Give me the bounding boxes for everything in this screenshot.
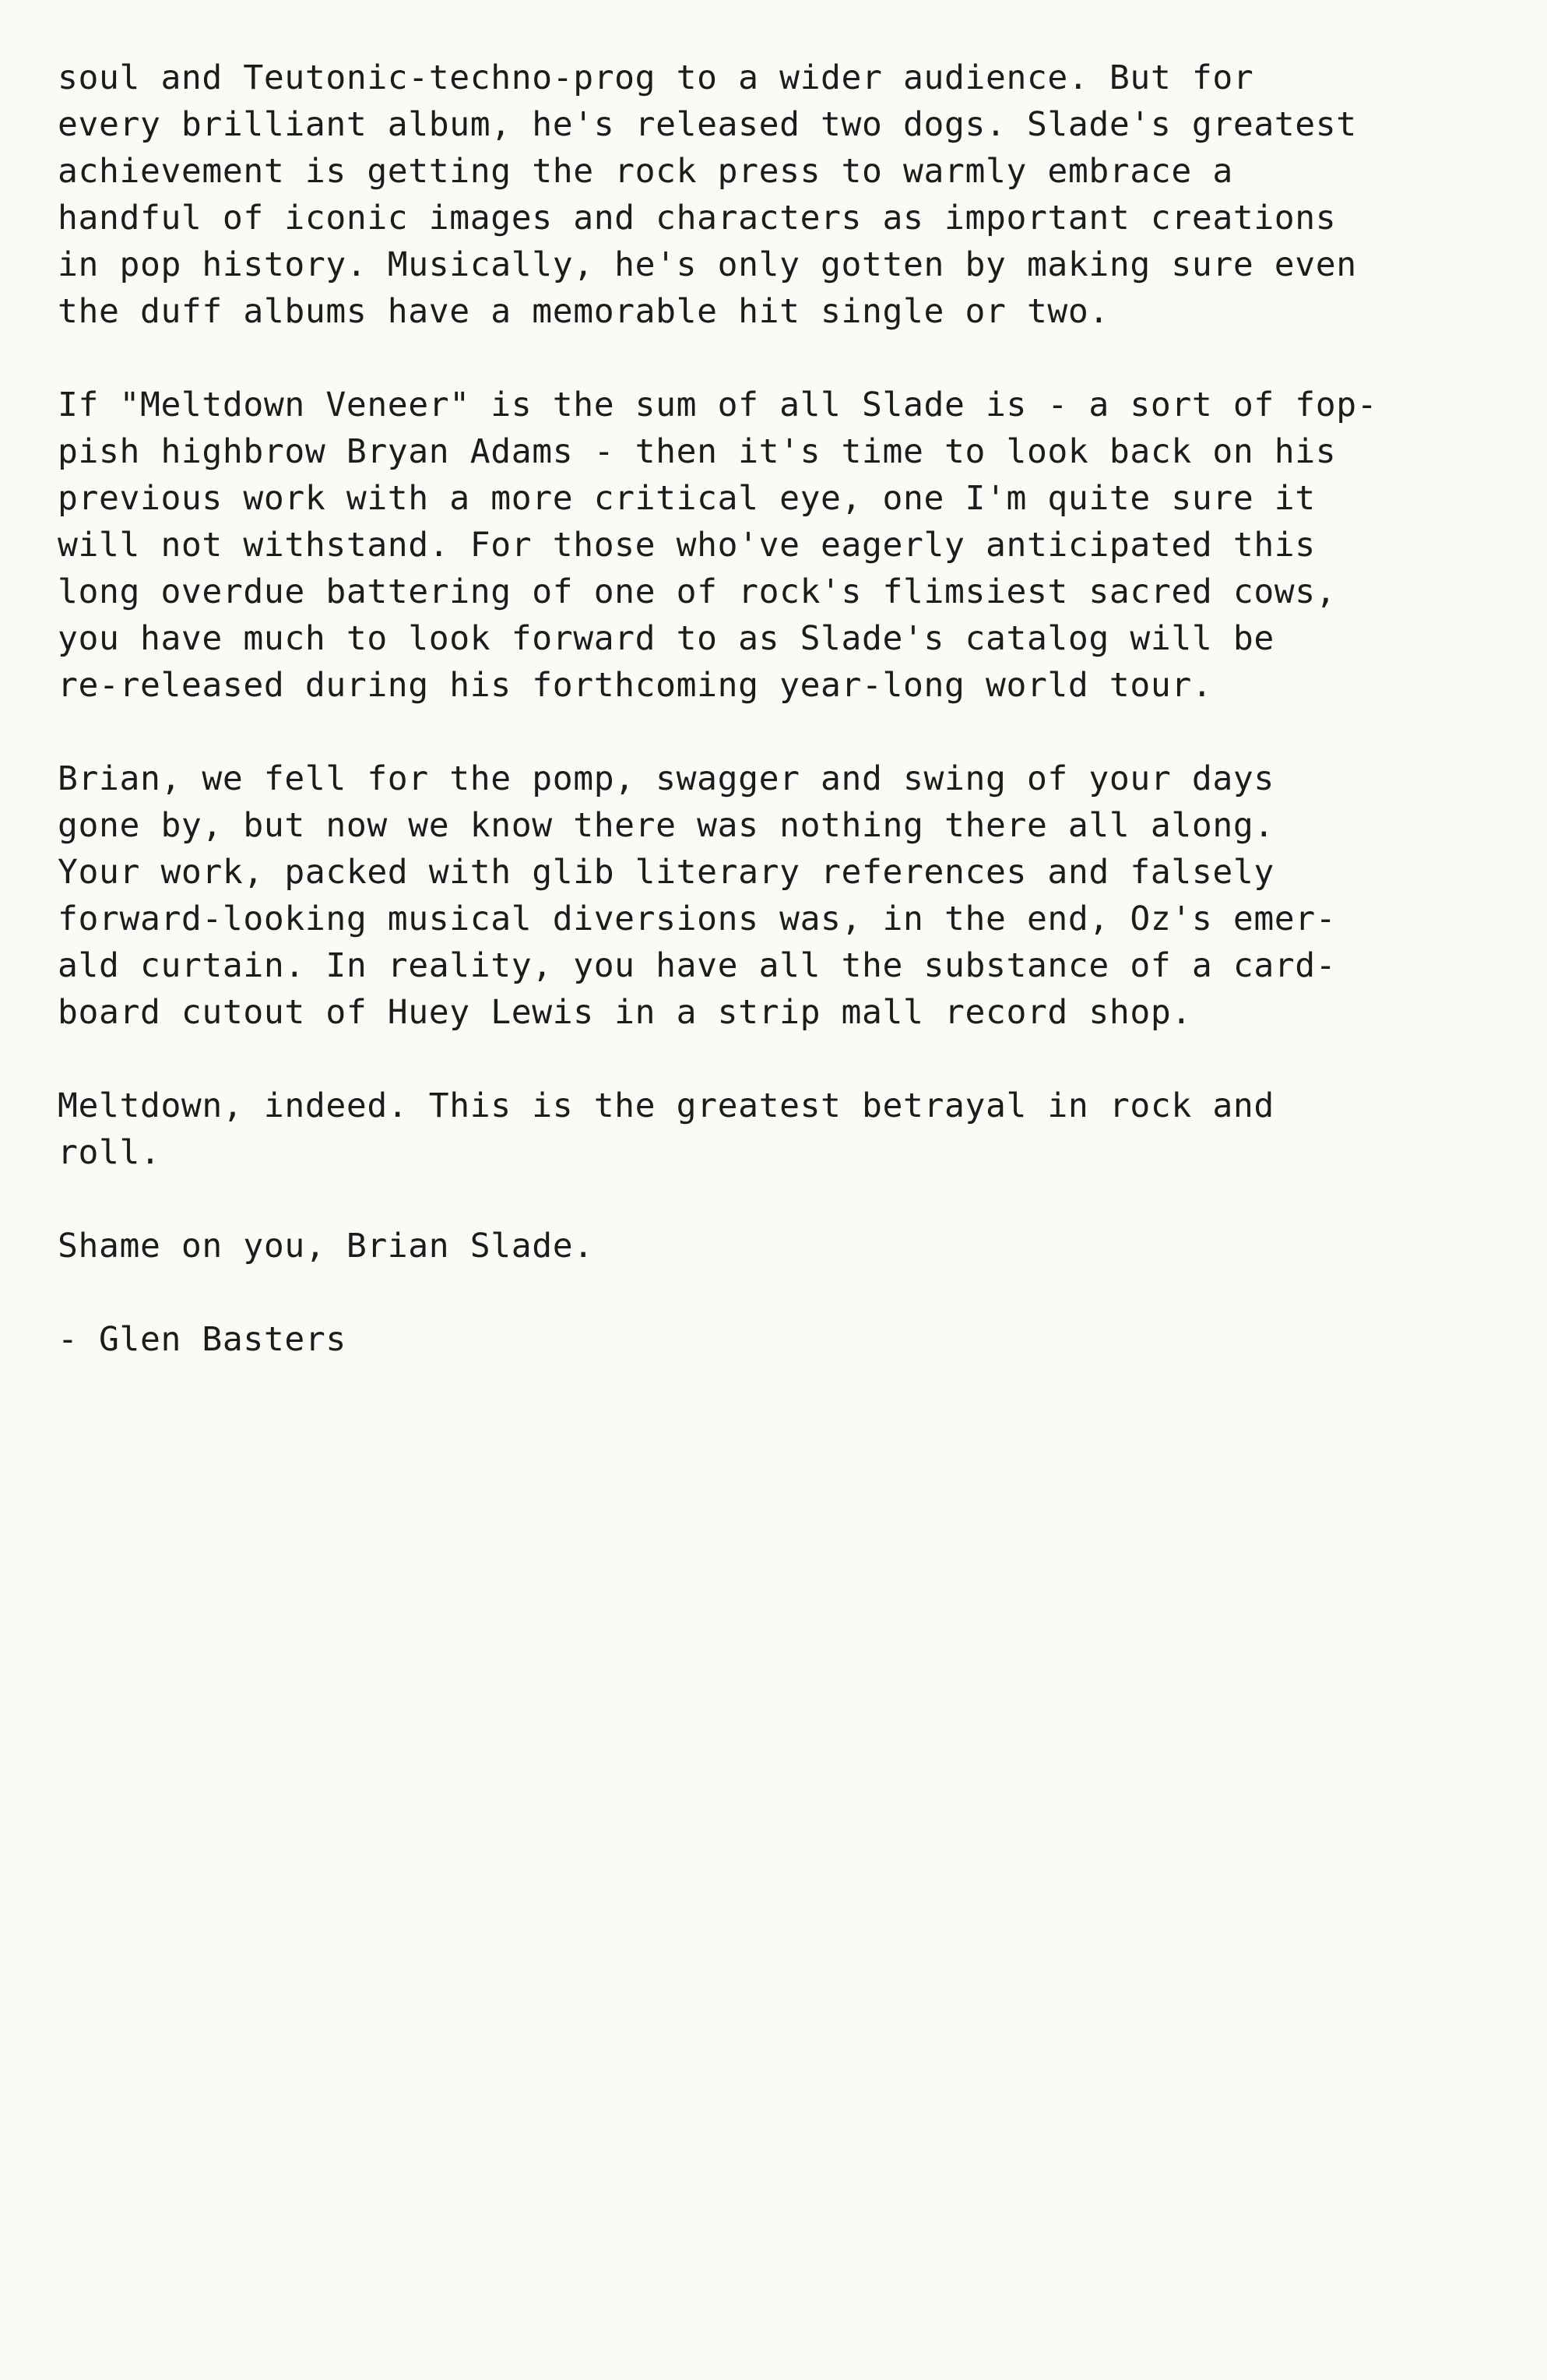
text-line: Your work, packed with glib literary references and falsely bbox=[58, 853, 1275, 892]
author-signature: - Glen Basters bbox=[58, 1320, 346, 1359]
text-line: will not withstand. For those who've eagerly anticipated this bbox=[58, 526, 1316, 565]
text-line: handful of iconic images and characters as important creations bbox=[58, 199, 1337, 238]
text-line: in pop history. Musically, he's only gotten by making sure even bbox=[58, 245, 1357, 284]
text-line: achievement is getting the rock press to warmly embrace a bbox=[58, 152, 1233, 191]
text-line: re-released during his forthcoming year-long world tour. bbox=[58, 666, 1213, 705]
text-line: gone by, but now we know there was nothing there all along. bbox=[58, 806, 1275, 845]
text-line: you have much to look forward to as Slade's catalog will be bbox=[58, 619, 1275, 658]
text-line: previous work with a more critical eye, one I'm quite sure it bbox=[58, 479, 1316, 518]
text-line: long overdue battering of one of rock's flimsiest sacred cows, bbox=[58, 572, 1337, 611]
text-line: soul and Teutonic-techno-prog to a wider audience. But for bbox=[58, 58, 1254, 97]
paragraph-1 bbox=[58, 55, 1506, 335]
article-body bbox=[58, 55, 1506, 1363]
paragraph-2 bbox=[58, 382, 1506, 709]
paragraph-4 bbox=[58, 1083, 1506, 1176]
paragraph-3 bbox=[58, 755, 1506, 1036]
text-line: Shame on you, Brian Slade. bbox=[58, 1227, 594, 1266]
text-line: Brian, we fell for the pomp, swagger and swing of your days bbox=[58, 759, 1275, 798]
text-line: ald curtain. In reality, you have all the substance of a card- bbox=[58, 946, 1337, 985]
text-line: the duff albums have a memorable hit single or two. bbox=[58, 292, 1109, 331]
text-line: If "Meltdown Veneer" is the sum of all Slade is - a sort of fop- bbox=[58, 386, 1378, 424]
text-line: pish highbrow Bryan Adams - then it's time to look back on his bbox=[58, 432, 1337, 471]
text-line: forward-looking musical diversions was, in the end, Oz's emer- bbox=[58, 900, 1337, 938]
text-line: every brilliant album, he's released two dogs. Slade's greatest bbox=[58, 105, 1357, 144]
text-line: roll. bbox=[58, 1133, 161, 1172]
text-line: board cutout of Huey Lewis in a strip mall record shop. bbox=[58, 993, 1192, 1032]
text-line: Meltdown, indeed. This is the greatest betrayal in rock and bbox=[58, 1086, 1275, 1125]
paragraph-5 bbox=[58, 1223, 1506, 1269]
